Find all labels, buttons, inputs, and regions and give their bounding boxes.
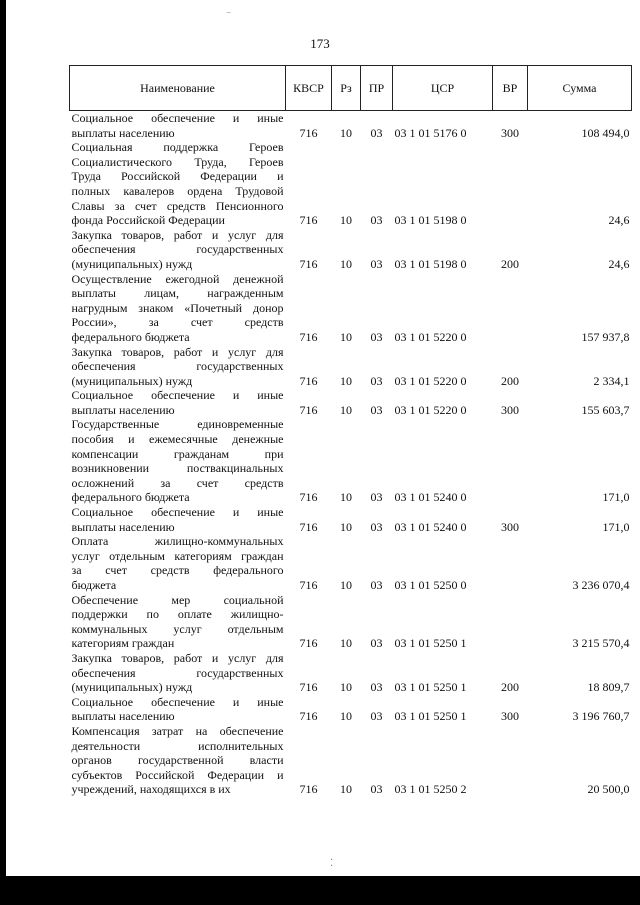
row-kvsr: 716 [299,519,318,534]
table-row [70,140,632,228]
row-name-line: Социальное обеспечение и иные [71,694,284,709]
header-vr: ВР [493,66,528,111]
row-vr [493,593,528,651]
row-name-line: Социальное обеспечение и иные [71,505,284,520]
row-name-line: выплаты лицам, награжденным [71,286,284,301]
row-name-line: федерального бюджета [71,490,190,505]
table-row [70,417,632,505]
row-name [70,593,286,651]
row-name-line: выплаты населению [71,519,175,534]
page-number: 173 [310,36,330,51]
row-rz: 10 [340,125,352,140]
row-name [70,505,286,534]
row-name-line: компенсации гражданам при [71,446,284,461]
row-pr: 03 [370,329,383,344]
row-name-line: Социальное обеспечение и иные [71,111,284,125]
table-row [70,272,632,345]
row-name-line: Социальное обеспечение и иные [71,388,284,403]
row-name-line: полных кавалеров ордена Трудовой [71,183,284,198]
row-name-line: (муниципальных) нужд [71,373,193,388]
row-vr: 200 [501,373,519,388]
row-name [70,388,286,417]
scan-left-edge [0,0,6,905]
row-name-line: выплаты населению [71,125,175,140]
row-rz: 10 [340,636,352,651]
row-name [70,651,286,695]
row-vr [493,140,528,228]
row-sum: 108 494,0 [581,125,630,140]
row-name [70,140,286,228]
row-name-line: деятельности исполнительных [71,738,284,753]
row-name-line: Закупка товаров, работ и услуг для [71,650,284,665]
table-row [70,695,632,724]
row-name [70,695,286,724]
table-row [70,388,632,417]
row-csr: 03 1 01 5240 0 [394,490,467,505]
row-kvsr: 716 [299,373,318,388]
row-sum: 157 937,8 [581,329,630,344]
row-name-line: возникновении поствакцинальных [71,461,284,476]
row-name-line: фонда Российской Федерации [71,213,225,228]
row-name-line: Государственные единовременные [71,417,284,432]
row-name [70,272,286,345]
row-rz: 10 [340,578,352,592]
row-name-line: Оплата жилищно-коммунальных [71,534,284,549]
row-name [70,724,286,797]
row-vr [493,534,528,592]
row-kvsr: 716 [299,256,318,271]
row-name-line: органов государственной власти [71,753,284,768]
row-csr: 03 1 01 5240 0 [394,519,467,534]
row-name-line: осложнений за счет средств [71,475,284,490]
header-pr: ПР [361,66,393,111]
row-kvsr: 716 [299,329,318,344]
table-body [70,111,632,797]
row-name-line: Социальная поддержка Героев [71,140,284,155]
row-name-line: субъектов Российской Федерации и [71,767,284,782]
row-name-line: обеспечения государственных [71,359,284,374]
row-sum: 155 603,7 [581,402,630,417]
table-row [70,724,632,797]
header-csr: ЦСР [393,66,493,111]
row-kvsr: 716 [299,402,318,417]
row-name-line: пособия и ежемесячные денежные [71,432,284,447]
row-name-line: Закупка товаров, работ и услуг для [71,227,284,242]
row-kvsr: 716 [299,125,318,140]
row-rz: 10 [340,680,352,695]
row-pr: 03 [370,680,383,695]
row-pr: 03 [370,125,383,140]
row-kvsr: 716 [299,636,318,651]
row-rz: 10 [340,402,352,417]
row-name-line: Обеспечение мер социальной [71,592,284,607]
row-kvsr: 716 [299,782,318,797]
row-name [70,111,286,141]
row-vr: 300 [501,519,519,534]
row-name-line: нагрудным знаком «Почетный донор [71,300,284,315]
row-rz: 10 [340,329,352,344]
row-name-line: (муниципальных) нужд [71,680,193,695]
row-name-line: за счет средств федерального [71,563,284,578]
row-name-line: Компенсация затрат на обеспечение [71,723,284,738]
row-csr: 03 1 01 5176 0 [394,125,467,140]
row-vr [493,272,528,345]
row-csr: 03 1 01 5220 0 [394,329,467,344]
row-rz: 10 [340,709,352,724]
row-name [70,228,286,272]
row-pr: 03 [370,213,383,228]
row-csr: 03 1 01 5250 0 [394,578,467,592]
row-sum: 24,6 [608,256,630,271]
row-name-line: Закупка товаров, работ и услуг для [71,344,284,359]
row-name-line: федерального бюджета [71,329,190,344]
row-name-line: учреждений, находящихся в их [71,782,231,797]
row-name [70,417,286,505]
scan-speck: ⁻ [226,10,232,21]
row-pr: 03 [370,256,383,271]
row-sum: 24,6 [608,213,630,228]
row-csr: 03 1 01 5250 1 [394,636,467,651]
row-name-line: Славы за счет средств Пенсионного [71,198,284,213]
row-kvsr: 716 [299,680,318,695]
row-kvsr: 716 [299,578,318,592]
table-row [70,228,632,272]
row-name-line: обеспечения государственных [71,665,284,680]
table-row [70,111,632,141]
row-csr: 03 1 01 5250 1 [394,709,467,724]
row-name-line: услуг отдельным категориям граждан [71,548,284,563]
row-name-line: бюджета [71,578,117,592]
scan-speck: ⁚ [330,858,334,869]
row-name-line: Социалистического Труда, Героев [71,154,284,169]
row-vr: 300 [501,125,519,140]
row-vr: 300 [501,709,519,724]
row-name-line: обеспечения государственных [71,242,284,257]
table-row [70,651,632,695]
header-sum: Сумма [528,66,632,111]
row-sum: 3 196 760,7 [572,709,630,724]
row-name-line: Труда Российской Федерации и [71,169,284,184]
row-csr: 03 1 01 5198 0 [394,213,467,228]
table-row [70,505,632,534]
row-name-line: категориям граждан [71,636,175,651]
row-name-line: поддержки по оплате жилищно- [71,607,284,622]
header-name: Наименование [70,66,286,111]
table-row [70,593,632,651]
row-csr: 03 1 01 5220 0 [394,373,467,388]
row-name-line: (муниципальных) нужд [71,256,193,271]
row-sum: 2 334,1 [593,373,630,388]
row-pr: 03 [370,402,383,417]
row-sum: 171,0 [602,490,630,505]
scan-bottom-edge [0,876,640,905]
row-sum: 20 500,0 [587,782,630,797]
row-rz: 10 [340,213,352,228]
row-vr: 300 [501,402,519,417]
row-kvsr: 716 [299,709,318,724]
row-csr: 03 1 01 5220 0 [394,402,467,417]
row-name-line: выплаты населению [71,402,175,417]
row-rz: 10 [340,519,352,534]
table-row [70,534,632,592]
row-vr [493,417,528,505]
row-name-line: выплаты населению [71,709,175,724]
row-sum: 171,0 [602,519,630,534]
header-rz: Рз [332,66,361,111]
row-pr: 03 [370,782,383,797]
row-name [70,534,286,592]
row-rz: 10 [340,256,352,271]
row-csr: 03 1 01 5198 0 [394,256,467,271]
row-name-line: Осуществление ежегодной денежной [71,271,284,286]
table-header-row [70,66,632,111]
row-sum: 3 236 070,4 [572,578,630,592]
row-pr: 03 [370,490,383,505]
row-kvsr: 716 [299,213,318,228]
row-name-line: коммунальных услуг отдельным [71,621,284,636]
table-row [70,345,632,389]
row-sum: 3 215 570,4 [572,636,630,651]
row-sum: 18 809,7 [587,680,630,695]
header-kvsr: КВСР [286,66,332,111]
row-pr: 03 [370,636,383,651]
row-csr: 03 1 01 5250 1 [394,680,467,695]
row-vr [493,724,528,797]
budget-table [69,65,632,797]
row-pr: 03 [370,709,383,724]
row-rz: 10 [340,373,352,388]
row-kvsr: 716 [299,490,318,505]
row-vr: 200 [501,256,519,271]
row-pr: 03 [370,373,383,388]
row-vr: 200 [501,680,519,695]
row-csr: 03 1 01 5250 2 [394,782,467,797]
row-pr: 03 [370,519,383,534]
row-name [70,345,286,389]
row-rz: 10 [340,782,352,797]
row-rz: 10 [340,490,352,505]
row-pr: 03 [370,578,383,592]
row-name-line: России», за счет средств [71,315,284,330]
